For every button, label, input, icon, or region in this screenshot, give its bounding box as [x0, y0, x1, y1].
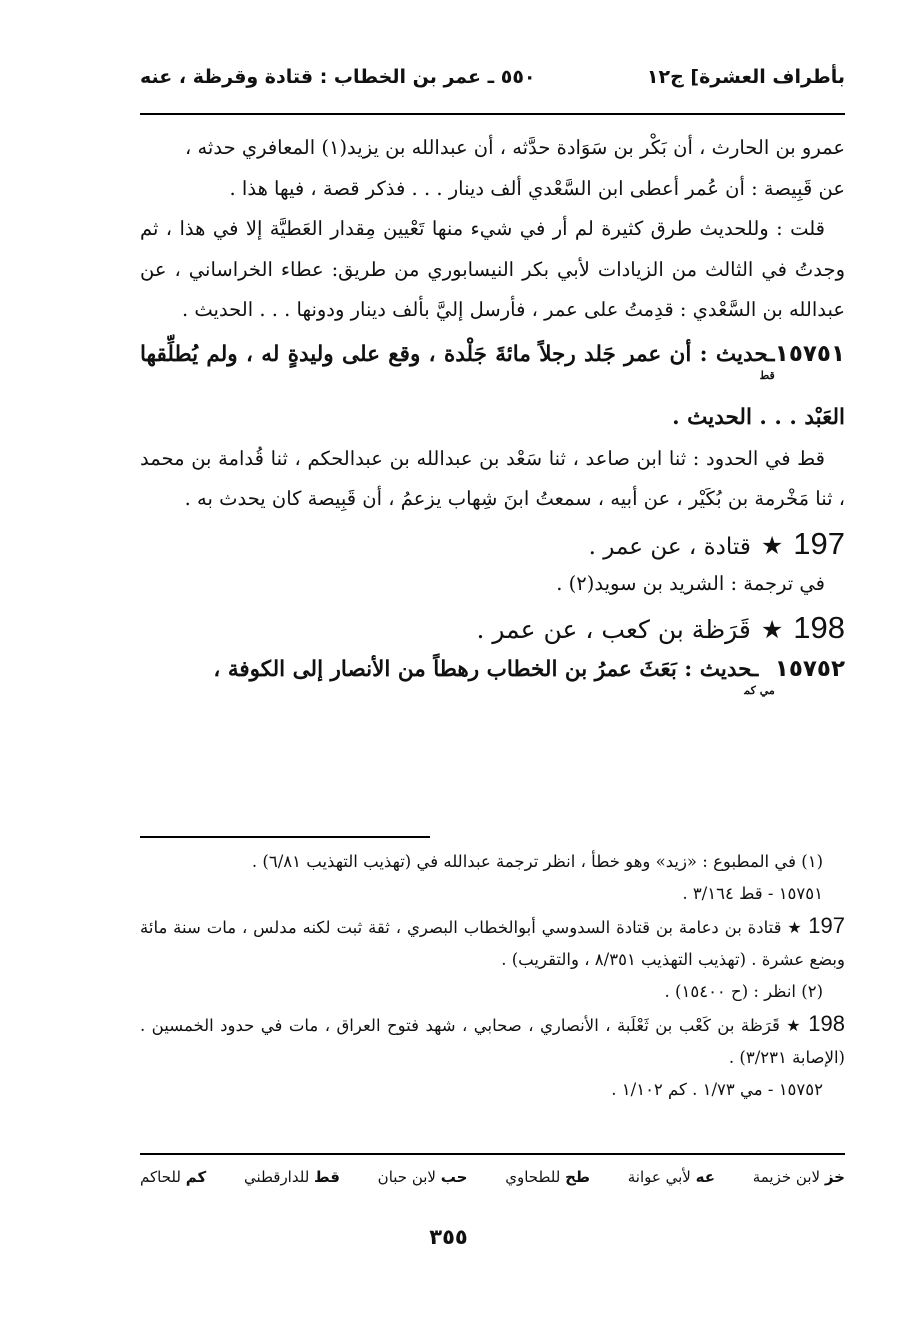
star-icon: ★ — [760, 530, 784, 560]
footnote-entry-text: قتادة بن دعامة بن قتادة السدوسي أبوالخطاب البصري ، ثقة ثبت لكنه مدلس ، مات سنة مائة وبضع عشرة . (تهذيب التهذيب ٨/٣٥١ ، والتقريب) . — [140, 918, 845, 969]
header-rule — [140, 113, 845, 115]
abbrev-item: عه لأبي عوانة — [627, 1168, 715, 1186]
hadith-sigla: قط — [760, 368, 775, 382]
entry-197 — [140, 526, 845, 562]
star-icon: ★ — [786, 1016, 802, 1035]
hadith-number: ١٥٧٥٢ — [774, 656, 845, 682]
footnotes — [140, 846, 845, 1106]
paragraph-1-line-1: عمرو بن الحارث ، أن بَكْر بن سَوَادة حدَّثه ، أن عبدالله بن يزيد(١) المعافري حدثه ، — [184, 136, 845, 159]
footnote-entry-text: قَرَظة بن كَعْب بن ثَعْلَبة ، الأنصاري ، صحابي ، شهد فتوح العراق ، مات في حدود الخمسين . (الإصابة ٣/٢٣١) . — [140, 1016, 845, 1067]
abbreviations-key — [140, 1168, 845, 1186]
running-head — [140, 62, 845, 96]
running-head-volume: بأطراف العشرة] ج١٢ — [646, 66, 845, 88]
hadith-text: ـحديث : بَعَثَ عمرُ بن الخطاب رهطاً من الأنصار إلى الكوفة ، — [213, 657, 759, 682]
footnote-entry-number: 198 — [808, 1011, 845, 1036]
abbrev-item: خز لابن خزيمة — [752, 1168, 845, 1186]
entry-title: قتادة ، عن عمر . — [588, 533, 751, 560]
paragraph-isnad: قط في الحدود : ثنا ابن صاعد ، ثنا سَعْد بن عبدالله بن عبدالحكم ، ثنا قُدامة بن محمد ، ثنا مَخْرمة بن بُكَيْر ، عن أبيه ، سمعتُ ابنَ شِهاب يزعمُ ، أن قَبِيصة كان يحدث به . — [140, 446, 845, 510]
footnote-2: (٢) انظر : (ح ١٥٤٠٠) . — [664, 982, 823, 1001]
paragraph-1 — [140, 128, 845, 209]
abbrev-item: طح للطحاوي — [505, 1168, 591, 1186]
hadith-sigla: مي كم — [744, 684, 775, 697]
hadith-15752 — [140, 648, 845, 712]
paragraph-1-line-2: عن قَبِيصة : أن عُمر أعطى ابن السَّعْدي ألف دينار . . . فذكر قصة ، فيها هذا . — [229, 176, 845, 200]
hadith-text: ـحديث : أن عمر جَلد رجلاً مائةَ جَلْدة ، وقع على وليدةٍ له ، ولم يُطلِّقها العَبْد . . . الحديث . — [140, 341, 845, 430]
footnote-entry-number: 197 — [808, 913, 845, 938]
abbreviations-rule — [140, 1153, 845, 1155]
running-head-chapter: ٥٥٠ ـ عمر بن الخطاب : قتادة وقرظة ، عنه — [140, 66, 536, 88]
footnote-hadith-15751: ١٥٧٥١ - قط ٣/١٦٤ . — [682, 884, 823, 903]
star-icon: ★ — [787, 918, 803, 937]
footnote-197 — [140, 910, 845, 976]
footnote-198 — [140, 1008, 845, 1074]
star-icon: ★ — [760, 615, 784, 644]
hadith-number: ١٥٧٥١ — [774, 340, 845, 367]
paragraph-cross-ref: في ترجمة : الشريد بن سويد(٢) . — [556, 571, 825, 595]
entry-198 — [140, 610, 845, 646]
entry-title: قَرَظة بن كعب ، عن عمر . — [476, 615, 751, 644]
footnote-hadith-15752: ١٥٧٥٢ - مي ١/٧٣ . كم ١/١٠٢ . — [611, 1080, 823, 1099]
footnote-rule — [140, 836, 430, 838]
main-text — [140, 128, 845, 712]
abbrev-item: كم للحاكم — [140, 1168, 207, 1186]
entry-number: 198 — [793, 610, 845, 645]
page-number: ٣٥٥ — [429, 1225, 468, 1249]
footnote-1: (١) في المطبوع : «زيد» وهو خطأ ، انظر ترجمة عبدالله في (تهذيب التهذيب ٦/٨١) . — [251, 852, 823, 871]
paragraph-note: قلت : وللحديث طرق كثيرة لم أر في شيء منها تَعْيين مِقدار العَطيَّة إلا في هذا ، ثم وجدتُ في الثالث من الزيادات لأبي بكر النيسابوري من طريق: عطاء الخراساني ، عن عبدالله بن السَّعْدي : قدِمتُ على عمر ، فأرسل إليَّ بألف دينار ودونها . . . الحديث . — [140, 217, 845, 321]
abbrev-item: حب لابن حبان — [377, 1168, 468, 1186]
hadith-15751 — [140, 333, 845, 439]
abbrev-item: قط للدارقطني — [243, 1168, 340, 1186]
entry-number: 197 — [793, 525, 845, 561]
